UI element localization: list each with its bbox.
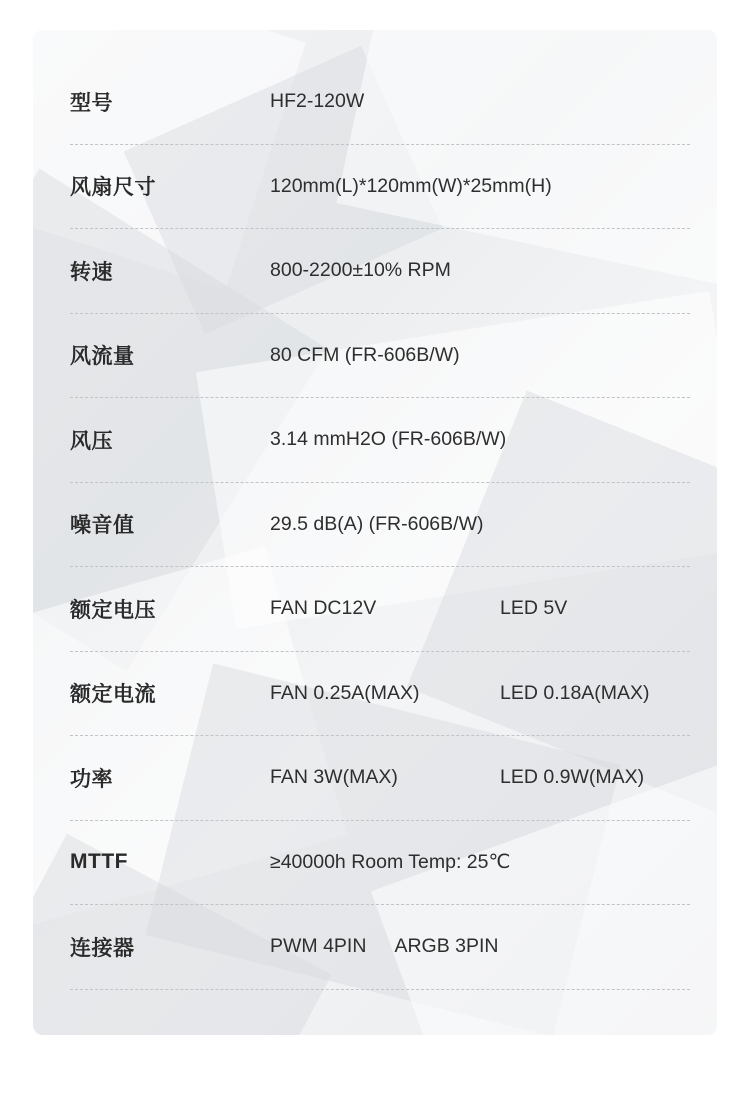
spec-values: [270, 682, 690, 705]
spec-value: 80 CFM (FR-606B/W): [270, 343, 460, 366]
specification-table: [70, 60, 690, 990]
table-row: [70, 821, 690, 906]
table-row: [70, 145, 690, 230]
spec-label: 转速: [70, 260, 113, 284]
spec-value: ≥40000h Room Temp: 25℃: [270, 851, 511, 874]
spec-values: [270, 90, 364, 113]
spec-label: 功率: [70, 767, 113, 791]
table-row: [70, 229, 690, 314]
spec-label: 型号: [70, 91, 113, 115]
table-row: [70, 483, 690, 568]
table-row: [70, 567, 690, 652]
spec-values: [270, 850, 510, 874]
spec-value-led: LED 0.18A(MAX): [500, 681, 650, 704]
spec-value-fan: FAN 3W(MAX): [270, 766, 398, 789]
spec-value: 800-2200±10% RPM: [270, 259, 451, 282]
spec-value: 29.5 dB(A) (FR-606B/W): [270, 512, 484, 535]
table-row: [70, 314, 690, 399]
spec-label: 额定电流: [70, 683, 156, 707]
spec-value-argb: ARGB 3PIN: [394, 935, 499, 958]
spec-values: [270, 513, 483, 536]
spec-label: 风压: [70, 429, 113, 453]
spec-values: [270, 935, 498, 958]
spec-values: [270, 428, 506, 451]
spec-value: HF2-120W: [270, 90, 365, 113]
spec-value-fan: FAN 0.25A(MAX): [270, 681, 420, 704]
table-row: [70, 398, 690, 483]
table-row: [70, 736, 690, 821]
spec-values: [270, 344, 460, 367]
spec-values: [270, 597, 690, 620]
spec-values: [270, 766, 690, 789]
table-row: [70, 905, 690, 990]
spec-label: 额定电压: [70, 598, 156, 622]
spec-value: 120mm(L)*120mm(W)*25mm(H): [270, 174, 552, 197]
table-row: [70, 60, 690, 145]
spec-value-fan: FAN DC12V: [270, 597, 377, 620]
spec-value-pwm: PWM 4PIN: [270, 935, 367, 958]
spec-values: [270, 175, 552, 198]
spec-value-led: LED 0.9W(MAX): [500, 766, 645, 789]
table-row: [70, 652, 690, 737]
spec-value: 3.14 mmH2O (FR-606B/W): [270, 428, 507, 451]
spec-label: MTTF: [70, 850, 128, 874]
spec-label: 噪音值: [70, 514, 135, 538]
spec-label: 连接器: [70, 936, 135, 960]
spec-label: 风扇尺寸: [70, 176, 156, 200]
spec-label: 风流量: [70, 345, 135, 369]
spec-values: [270, 259, 451, 282]
spec-value-led: LED 5V: [500, 597, 568, 620]
